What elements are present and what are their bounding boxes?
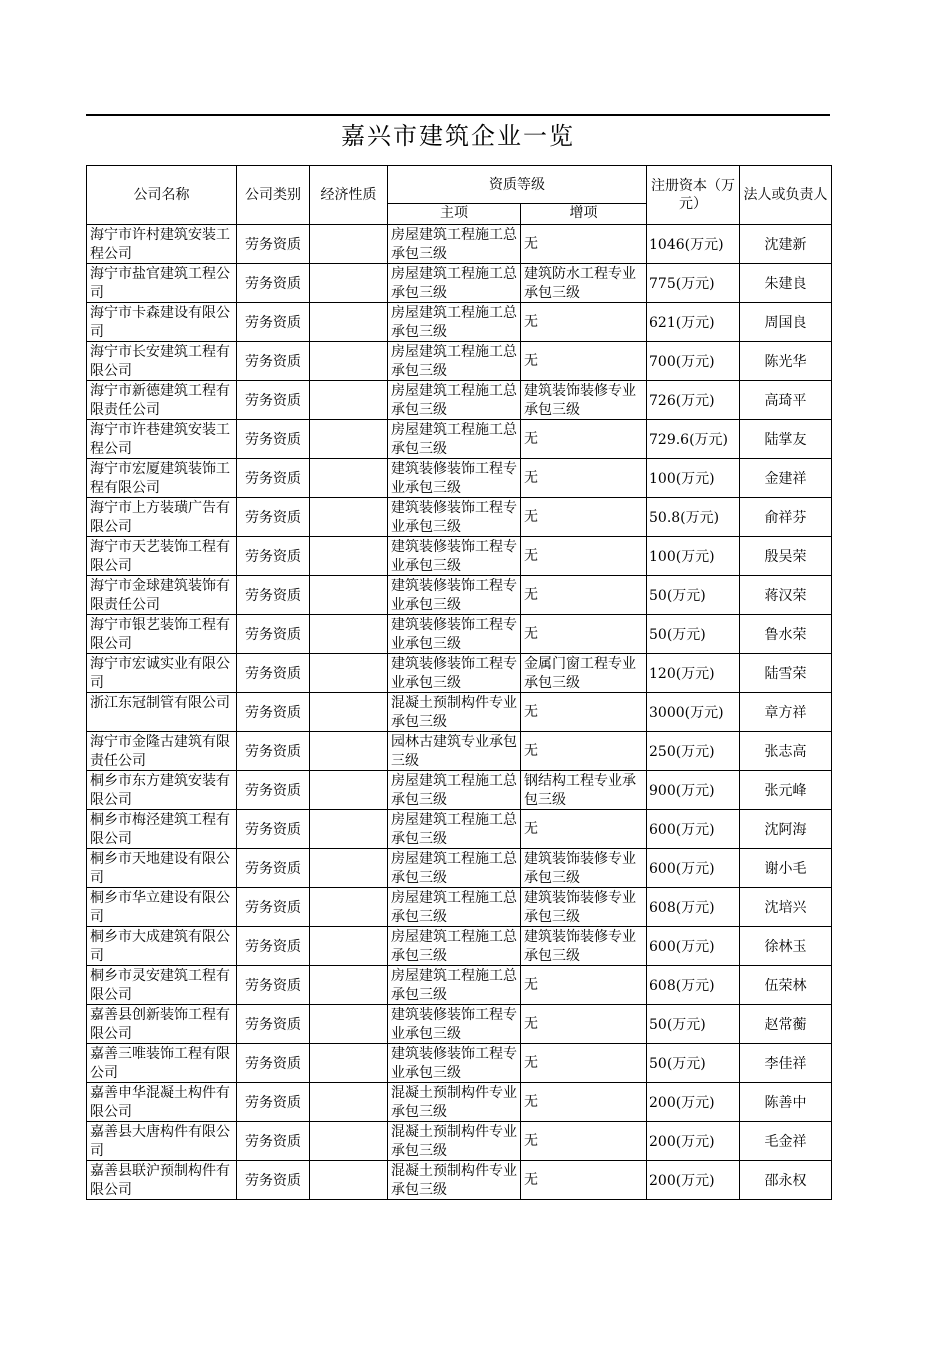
category-cell: 劳务资质	[237, 1044, 310, 1083]
table-row	[87, 381, 832, 420]
company-name-cell-text: 桐乡市灵安建筑工程有限公司	[90, 968, 230, 1003]
header-extra: 增项	[521, 204, 647, 225]
extra-qualification-cell-text: 无	[524, 704, 538, 721]
company-name-cell-text: 海宁市新德建筑工程有限责任公司	[90, 383, 230, 418]
extra-qualification-cell-text: 无	[524, 977, 538, 994]
table-row	[87, 1005, 832, 1044]
company-name-cell	[87, 732, 237, 771]
main-qualification-cell-text: 房屋建筑工程施工总承包三级	[391, 890, 517, 925]
category-cell: 劳务资质	[237, 615, 310, 654]
main-qualification-cell	[388, 537, 521, 576]
category-cell: 劳务资质	[237, 303, 310, 342]
economy-cell	[310, 420, 388, 459]
legal-person-cell: 伍荣林	[740, 966, 832, 1005]
table-row	[87, 576, 832, 615]
capital-cell: 50(万元)	[647, 576, 740, 615]
legal-person-cell: 张元峰	[740, 771, 832, 810]
extra-qualification-cell	[521, 1044, 647, 1083]
category-cell: 劳务资质	[237, 576, 310, 615]
category-cell: 劳务资质	[237, 1122, 310, 1161]
extra-qualification-cell-text: 金属门窗工程专业承包三级	[524, 656, 636, 691]
main-qualification-cell-text: 园林古建筑专业承包三级	[391, 734, 517, 769]
capital-cell: 50.8(万元)	[647, 498, 740, 537]
table-row	[87, 966, 832, 1005]
capital-cell: 600(万元)	[647, 927, 740, 966]
capital-cell: 50(万元)	[647, 1005, 740, 1044]
company-name-cell	[87, 849, 237, 888]
extra-qualification-cell	[521, 303, 647, 342]
economy-cell	[310, 654, 388, 693]
legal-person-cell: 高琦平	[740, 381, 832, 420]
table-row	[87, 849, 832, 888]
extra-qualification-cell	[521, 810, 647, 849]
capital-cell: 600(万元)	[647, 849, 740, 888]
main-qualification-cell	[388, 498, 521, 537]
extra-qualification-cell	[521, 693, 647, 732]
main-qualification-cell-text: 建筑装修装饰工程专业承包三级	[391, 539, 517, 574]
category-cell: 劳务资质	[237, 927, 310, 966]
category-cell: 劳务资质	[237, 381, 310, 420]
header-category: 公司类别	[237, 166, 310, 225]
economy-cell	[310, 1083, 388, 1122]
economy-cell	[310, 225, 388, 264]
category-cell: 劳务资质	[237, 342, 310, 381]
main-qualification-cell	[388, 849, 521, 888]
main-qualification-cell	[388, 576, 521, 615]
economy-cell	[310, 264, 388, 303]
extra-qualification-cell-text: 建筑防水工程专业承包三级	[524, 266, 636, 301]
legal-person-cell: 毛金祥	[740, 1122, 832, 1161]
economy-cell	[310, 615, 388, 654]
legal-person-cell: 沈培兴	[740, 888, 832, 927]
main-qualification-cell-text: 房屋建筑工程施工总承包三级	[391, 227, 517, 262]
company-name-cell-text: 海宁市卡森建设有限公司	[90, 305, 230, 340]
legal-person-cell: 朱建良	[740, 264, 832, 303]
capital-cell: 250(万元)	[647, 732, 740, 771]
economy-cell	[310, 498, 388, 537]
company-name-cell	[87, 1044, 237, 1083]
company-name-cell-text: 桐乡市华立建设有限公司	[90, 890, 230, 925]
economy-cell	[310, 810, 388, 849]
company-name-cell-text: 海宁市宏厦建筑装饰工程有限公司	[90, 461, 230, 496]
company-name-cell	[87, 342, 237, 381]
economy-cell	[310, 693, 388, 732]
main-qualification-cell	[388, 264, 521, 303]
legal-person-cell: 鲁水荣	[740, 615, 832, 654]
table-row	[87, 303, 832, 342]
category-cell: 劳务资质	[237, 771, 310, 810]
economy-cell	[310, 1122, 388, 1161]
category-cell: 劳务资质	[237, 693, 310, 732]
top-rule	[86, 114, 830, 116]
header-row	[87, 166, 832, 204]
legal-person-cell: 俞祥芬	[740, 498, 832, 537]
main-qualification-cell-text: 房屋建筑工程施工总承包三级	[391, 305, 517, 340]
legal-person-cell: 沈阿海	[740, 810, 832, 849]
company-name-cell-text: 海宁市长安建筑工程有限公司	[90, 344, 230, 379]
main-qualification-cell	[388, 459, 521, 498]
page-title: 嘉兴市建筑企业一览	[341, 122, 575, 150]
table-row	[87, 810, 832, 849]
category-cell: 劳务资质	[237, 459, 310, 498]
company-name-cell	[87, 1005, 237, 1044]
economy-cell	[310, 732, 388, 771]
header-company: 公司名称	[87, 166, 237, 225]
economy-cell	[310, 459, 388, 498]
economy-cell	[310, 927, 388, 966]
capital-cell: 600(万元)	[647, 810, 740, 849]
capital-cell: 1046(万元)	[647, 225, 740, 264]
extra-qualification-cell	[521, 498, 647, 537]
main-qualification-cell	[388, 1044, 521, 1083]
extra-qualification-cell-text: 无	[524, 1094, 538, 1111]
main-qualification-cell-text: 房屋建筑工程施工总承包三级	[391, 968, 517, 1003]
legal-person-cell: 陈善中	[740, 1083, 832, 1122]
category-cell: 劳务资质	[237, 966, 310, 1005]
legal-person-cell: 谢小毛	[740, 849, 832, 888]
extra-qualification-cell-text: 钢结构工程专业承包三级	[524, 773, 636, 808]
company-name-cell	[87, 966, 237, 1005]
extra-qualification-cell-text: 建筑装饰装修专业承包三级	[524, 929, 636, 964]
company-name-cell-text: 海宁市许村建筑安装工程公司	[90, 227, 230, 262]
main-qualification-cell	[388, 615, 521, 654]
table-row	[87, 615, 832, 654]
company-name-cell-text: 桐乡市大成建筑有限公司	[90, 929, 230, 964]
main-qualification-cell-text: 混凝土预制构件专业承包三级	[391, 1085, 517, 1120]
legal-person-cell: 章方祥	[740, 693, 832, 732]
extra-qualification-cell	[521, 771, 647, 810]
company-name-cell	[87, 1083, 237, 1122]
table-row	[87, 1083, 832, 1122]
capital-cell: 200(万元)	[647, 1161, 740, 1200]
capital-cell: 200(万元)	[647, 1122, 740, 1161]
economy-cell	[310, 771, 388, 810]
legal-person-cell: 陈光华	[740, 342, 832, 381]
main-qualification-cell-text: 房屋建筑工程施工总承包三级	[391, 851, 517, 886]
extra-qualification-cell-text: 无	[524, 431, 538, 448]
table-row	[87, 459, 832, 498]
category-cell: 劳务资质	[237, 849, 310, 888]
economy-cell	[310, 303, 388, 342]
company-name-cell-text: 桐乡市梅泾建筑工程有限公司	[90, 812, 230, 847]
table-row	[87, 927, 832, 966]
main-qualification-cell-text: 房屋建筑工程施工总承包三级	[391, 773, 517, 808]
extra-qualification-cell-text: 建筑装饰装修专业承包三级	[524, 383, 636, 418]
main-qualification-cell	[388, 654, 521, 693]
company-name-cell-text: 嘉善县大唐构件有限公司	[90, 1124, 230, 1159]
main-qualification-cell	[388, 1005, 521, 1044]
extra-qualification-cell	[521, 459, 647, 498]
extra-qualification-cell	[521, 849, 647, 888]
main-qualification-cell-text: 建筑装修装饰工程专业承包三级	[391, 461, 517, 496]
legal-person-cell: 赵常蘅	[740, 1005, 832, 1044]
table-row	[87, 498, 832, 537]
table-row	[87, 1044, 832, 1083]
main-qualification-cell	[388, 888, 521, 927]
extra-qualification-cell-text: 无	[524, 743, 538, 760]
economy-cell	[310, 966, 388, 1005]
capital-cell: 775(万元)	[647, 264, 740, 303]
main-qualification-cell	[388, 810, 521, 849]
capital-cell: 100(万元)	[647, 459, 740, 498]
table-row	[87, 420, 832, 459]
company-name-cell-text: 浙江东冠制管有限公司	[90, 695, 230, 711]
extra-qualification-cell-text: 无	[524, 548, 538, 565]
company-name-cell	[87, 459, 237, 498]
table-row	[87, 264, 832, 303]
company-name-cell	[87, 615, 237, 654]
legal-person-cell: 金建祥	[740, 459, 832, 498]
economy-cell	[310, 1044, 388, 1083]
main-qualification-cell-text: 房屋建筑工程施工总承包三级	[391, 422, 517, 457]
extra-qualification-cell	[521, 1161, 647, 1200]
header-main: 主项	[388, 204, 521, 225]
legal-person-cell: 徐林玉	[740, 927, 832, 966]
extra-qualification-cell-text: 无	[524, 626, 538, 643]
main-qualification-cell	[388, 225, 521, 264]
company-name-cell	[87, 1161, 237, 1200]
main-qualification-cell	[388, 732, 521, 771]
capital-cell: 608(万元)	[647, 888, 740, 927]
company-table	[86, 165, 832, 1200]
extra-qualification-cell	[521, 888, 647, 927]
extra-qualification-cell	[521, 1005, 647, 1044]
category-cell: 劳务资质	[237, 225, 310, 264]
legal-person-cell: 蒋汉荣	[740, 576, 832, 615]
main-qualification-cell-text: 混凝土预制构件专业承包三级	[391, 695, 517, 730]
company-name-cell	[87, 498, 237, 537]
company-name-cell	[87, 225, 237, 264]
economy-cell	[310, 381, 388, 420]
company-name-cell-text: 海宁市金隆古建筑有限责任公司	[90, 734, 230, 769]
extra-qualification-cell-text: 无	[524, 1055, 538, 1072]
extra-qualification-cell	[521, 420, 647, 459]
main-qualification-cell-text: 建筑装修装饰工程专业承包三级	[391, 656, 517, 691]
category-cell: 劳务资质	[237, 537, 310, 576]
company-name-cell-text: 嘉善申华混凝土构件有限公司	[90, 1085, 230, 1120]
table-row	[87, 537, 832, 576]
header-capital: 注册资本（万元）	[647, 166, 740, 225]
category-cell: 劳务资质	[237, 1161, 310, 1200]
main-qualification-cell	[388, 693, 521, 732]
company-name-cell	[87, 1122, 237, 1161]
company-name-cell-text: 嘉善三唯装饰工程有限公司	[90, 1046, 230, 1081]
category-cell: 劳务资质	[237, 1083, 310, 1122]
company-name-cell	[87, 420, 237, 459]
company-name-cell-text: 海宁市金球建筑装饰有限责任公司	[90, 578, 230, 613]
company-name-cell-text: 海宁市天艺装饰工程有限公司	[90, 539, 230, 574]
company-name-cell	[87, 888, 237, 927]
main-qualification-cell	[388, 1122, 521, 1161]
main-qualification-cell	[388, 966, 521, 1005]
main-qualification-cell	[388, 1161, 521, 1200]
extra-qualification-cell-text: 无	[524, 587, 538, 604]
company-name-cell-text: 嘉善县联沪预制构件有限公司	[90, 1163, 230, 1198]
extra-qualification-cell	[521, 615, 647, 654]
company-name-cell	[87, 654, 237, 693]
legal-person-cell: 邵永权	[740, 1161, 832, 1200]
table-row	[87, 732, 832, 771]
extra-qualification-cell-text: 无	[524, 1172, 538, 1189]
capital-cell: 900(万元)	[647, 771, 740, 810]
extra-qualification-cell-text: 建筑装饰装修专业承包三级	[524, 851, 636, 886]
legal-person-cell: 周国良	[740, 303, 832, 342]
economy-cell	[310, 342, 388, 381]
company-name-cell-text: 桐乡市东方建筑安装有限公司	[90, 773, 230, 808]
capital-cell: 608(万元)	[647, 966, 740, 1005]
main-qualification-cell	[388, 927, 521, 966]
main-qualification-cell-text: 房屋建筑工程施工总承包三级	[391, 266, 517, 301]
main-qualification-cell	[388, 771, 521, 810]
extra-qualification-cell-text: 无	[524, 353, 538, 370]
extra-qualification-cell	[521, 342, 647, 381]
extra-qualification-cell	[521, 654, 647, 693]
company-name-cell	[87, 810, 237, 849]
company-name-cell	[87, 537, 237, 576]
extra-qualification-cell	[521, 576, 647, 615]
main-qualification-cell	[388, 1083, 521, 1122]
extra-qualification-cell	[521, 732, 647, 771]
table-row	[87, 693, 832, 732]
main-qualification-cell-text: 房屋建筑工程施工总承包三级	[391, 344, 517, 379]
category-cell: 劳务资质	[237, 420, 310, 459]
header-qualification: 资质等级	[388, 166, 647, 204]
company-name-cell-text: 海宁市上方装璜广告有限公司	[90, 500, 230, 535]
extra-qualification-cell	[521, 264, 647, 303]
extra-qualification-cell	[521, 225, 647, 264]
extra-qualification-cell-text: 无	[524, 236, 538, 253]
capital-cell: 3000(万元)	[647, 693, 740, 732]
company-name-cell	[87, 771, 237, 810]
header-legal: 法人或负责人	[740, 166, 832, 225]
extra-qualification-cell-text: 无	[524, 470, 538, 487]
category-cell: 劳务资质	[237, 810, 310, 849]
extra-qualification-cell	[521, 537, 647, 576]
company-name-cell-text: 海宁市盐官建筑工程公司	[90, 266, 230, 301]
economy-cell	[310, 888, 388, 927]
table-row	[87, 225, 832, 264]
extra-qualification-cell-text: 无	[524, 509, 538, 526]
extra-qualification-cell-text: 建筑装饰装修专业承包三级	[524, 890, 636, 925]
economy-cell	[310, 1161, 388, 1200]
extra-qualification-cell	[521, 966, 647, 1005]
capital-cell: 726(万元)	[647, 381, 740, 420]
capital-cell: 621(万元)	[647, 303, 740, 342]
category-cell: 劳务资质	[237, 498, 310, 537]
legal-person-cell: 沈建新	[740, 225, 832, 264]
extra-qualification-cell	[521, 1122, 647, 1161]
category-cell: 劳务资质	[237, 888, 310, 927]
main-qualification-cell-text: 房屋建筑工程施工总承包三级	[391, 383, 517, 418]
extra-qualification-cell	[521, 927, 647, 966]
main-qualification-cell-text: 房屋建筑工程施工总承包三级	[391, 929, 517, 964]
company-name-cell	[87, 381, 237, 420]
capital-cell: 100(万元)	[647, 537, 740, 576]
main-qualification-cell-text: 建筑装修装饰工程专业承包三级	[391, 500, 517, 535]
capital-cell: 50(万元)	[647, 1044, 740, 1083]
main-qualification-cell	[388, 303, 521, 342]
extra-qualification-cell-text: 无	[524, 821, 538, 838]
economy-cell	[310, 537, 388, 576]
company-name-cell-text: 嘉善县创新装饰工程有限公司	[90, 1007, 230, 1042]
category-cell: 劳务资质	[237, 1005, 310, 1044]
extra-qualification-cell-text: 无	[524, 314, 538, 331]
company-name-cell-text: 海宁市宏诚实业有限公司	[90, 656, 230, 691]
category-cell: 劳务资质	[237, 732, 310, 771]
company-name-cell	[87, 303, 237, 342]
table-row	[87, 342, 832, 381]
main-qualification-cell-text: 建筑装修装饰工程专业承包三级	[391, 1046, 517, 1081]
extra-qualification-cell	[521, 381, 647, 420]
main-qualification-cell	[388, 381, 521, 420]
table-row	[87, 1161, 832, 1200]
main-qualification-cell-text: 建筑装修装饰工程专业承包三级	[391, 1007, 517, 1042]
extra-qualification-cell-text: 无	[524, 1133, 538, 1150]
company-name-cell-text: 桐乡市天地建设有限公司	[90, 851, 230, 886]
economy-cell	[310, 849, 388, 888]
category-cell: 劳务资质	[237, 264, 310, 303]
main-qualification-cell-text: 房屋建筑工程施工总承包三级	[391, 812, 517, 847]
extra-qualification-cell	[521, 1083, 647, 1122]
main-qualification-cell	[388, 420, 521, 459]
header-economy: 经济性质	[310, 166, 388, 225]
legal-person-cell: 陆雪荣	[740, 654, 832, 693]
capital-cell: 200(万元)	[647, 1083, 740, 1122]
main-qualification-cell	[388, 342, 521, 381]
company-name-cell	[87, 576, 237, 615]
main-qualification-cell-text: 建筑装修装饰工程专业承包三级	[391, 578, 517, 613]
main-qualification-cell-text: 混凝土预制构件专业承包三级	[391, 1124, 517, 1159]
company-name-cell-text: 海宁市银艺装饰工程有限公司	[90, 617, 230, 652]
economy-cell	[310, 1005, 388, 1044]
table-row	[87, 771, 832, 810]
company-name-cell	[87, 264, 237, 303]
legal-person-cell: 殷吴荣	[740, 537, 832, 576]
table-row	[87, 1122, 832, 1161]
capital-cell: 120(万元)	[647, 654, 740, 693]
main-qualification-cell-text: 混凝土预制构件专业承包三级	[391, 1163, 517, 1198]
legal-person-cell: 李佳祥	[740, 1044, 832, 1083]
company-name-cell	[87, 693, 237, 732]
capital-cell: 700(万元)	[647, 342, 740, 381]
table-row	[87, 888, 832, 927]
company-name-cell	[87, 927, 237, 966]
table-row	[87, 654, 832, 693]
company-name-cell-text: 海宁市许巷建筑安装工程公司	[90, 422, 230, 457]
legal-person-cell: 陆掌友	[740, 420, 832, 459]
capital-cell: 729.6(万元)	[647, 420, 740, 459]
category-cell: 劳务资质	[237, 654, 310, 693]
main-qualification-cell-text: 建筑装修装饰工程专业承包三级	[391, 617, 517, 652]
economy-cell	[310, 576, 388, 615]
capital-cell: 50(万元)	[647, 615, 740, 654]
extra-qualification-cell-text: 无	[524, 1016, 538, 1033]
legal-person-cell: 张志高	[740, 732, 832, 771]
